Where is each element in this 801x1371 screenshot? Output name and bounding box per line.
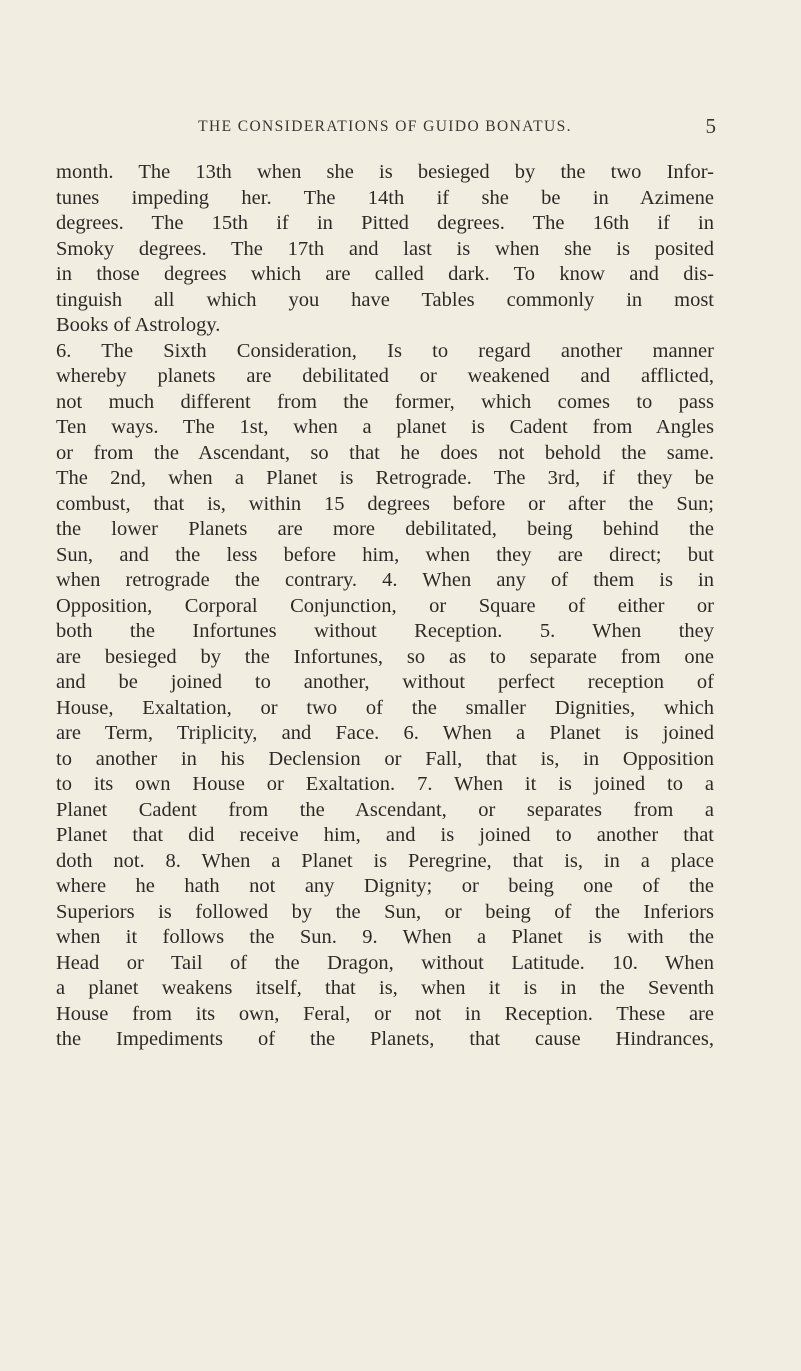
text-line: Smoky degrees. The 17th and last is when she is posited	[56, 237, 714, 260]
text-line: the Impediments of the Planets, that cause Hindrances,	[56, 1028, 714, 1050]
text-line: when it follows the Sun. 9. When a Planet is with the	[56, 926, 714, 948]
text-line: when retrograde the contrary. 4. When any of them is in	[56, 569, 714, 591]
text-line: to its own House or Exaltation. 7. When it is joined to a	[56, 773, 714, 795]
text-line: Head or Tail of the Dragon, without Latitude. 10. When	[56, 951, 714, 974]
text-line: both the Infortunes without Reception. 5. When they	[56, 620, 714, 642]
text-line: month. The 13th when she is besieged by the two Infor-	[56, 161, 714, 183]
body-text	[56, 160, 714, 1053]
text-line: a planet weakens itself, that is, when it is in the Seventh	[56, 977, 714, 999]
text-line: doth not. 8. When a Planet is Peregrine, that is, in a place	[56, 849, 714, 872]
text-line: 6. The Sixth Consideration, Is to regard another manner	[56, 339, 714, 362]
text-line: tunes impeding her. The 14th if she be in Azimene	[56, 186, 714, 209]
text-line: the lower Planets are more debilitated, being behind the	[56, 518, 714, 540]
page-number: 5	[705, 114, 716, 138]
text-line: are besieged by the Infortunes, so as to separate from one	[56, 645, 714, 668]
text-line: The 2nd, when a Planet is Retrograde. The 3rd, if they be	[56, 467, 714, 489]
text-line: degrees. The 15th if in Pitted degrees. The 16th if in	[56, 212, 714, 234]
text-line: and be joined to another, without perfect reception of	[56, 671, 714, 693]
running-head-title: THE CONSIDERATIONS OF GUIDO BONATUS.	[198, 118, 572, 135]
text-line: Opposition, Corporal Conjunction, or Square of either or	[56, 594, 714, 617]
text-line: not much different from the former, which comes to pass	[56, 390, 714, 413]
text-line: to another in his Declension or Fall, that is, in Opposition	[56, 747, 714, 770]
text-line: Planet Cadent from the Ascendant, or separates from a	[56, 798, 714, 821]
text-line: are Term, Triplicity, and Face. 6. When a Planet is joined	[56, 722, 714, 744]
running-head	[60, 114, 716, 140]
text-line: Sun, and the less before him, when they are direct; but	[56, 543, 714, 566]
text-line: Superiors is followed by the Sun, or being of the Inferiors	[56, 900, 714, 923]
text-line: combust, that is, within 15 degrees before or after the Sun;	[56, 492, 714, 515]
text-line: Ten ways. The 1st, when a planet is Cadent from Angles	[56, 416, 714, 438]
text-line: House, Exaltation, or two of the smaller Dignities, which	[56, 696, 714, 719]
text-line: Planet that did receive him, and is joined to another that	[56, 824, 714, 846]
text-line: whereby planets are debilitated or weakened and afflicted,	[56, 365, 714, 387]
text-line: in those degrees which are called dark. To know and dis-	[56, 263, 714, 285]
text-line: Books of Astrology.	[56, 314, 221, 336]
text-line: House from its own, Feral, or not in Reception. These are	[56, 1002, 714, 1025]
text-line: tinguish all which you have Tables commonly in most	[56, 288, 714, 311]
text-line: or from the Ascendant, so that he does not behold the same.	[56, 441, 714, 464]
text-line: where he hath not any Dignity; or being one of the	[56, 875, 714, 897]
